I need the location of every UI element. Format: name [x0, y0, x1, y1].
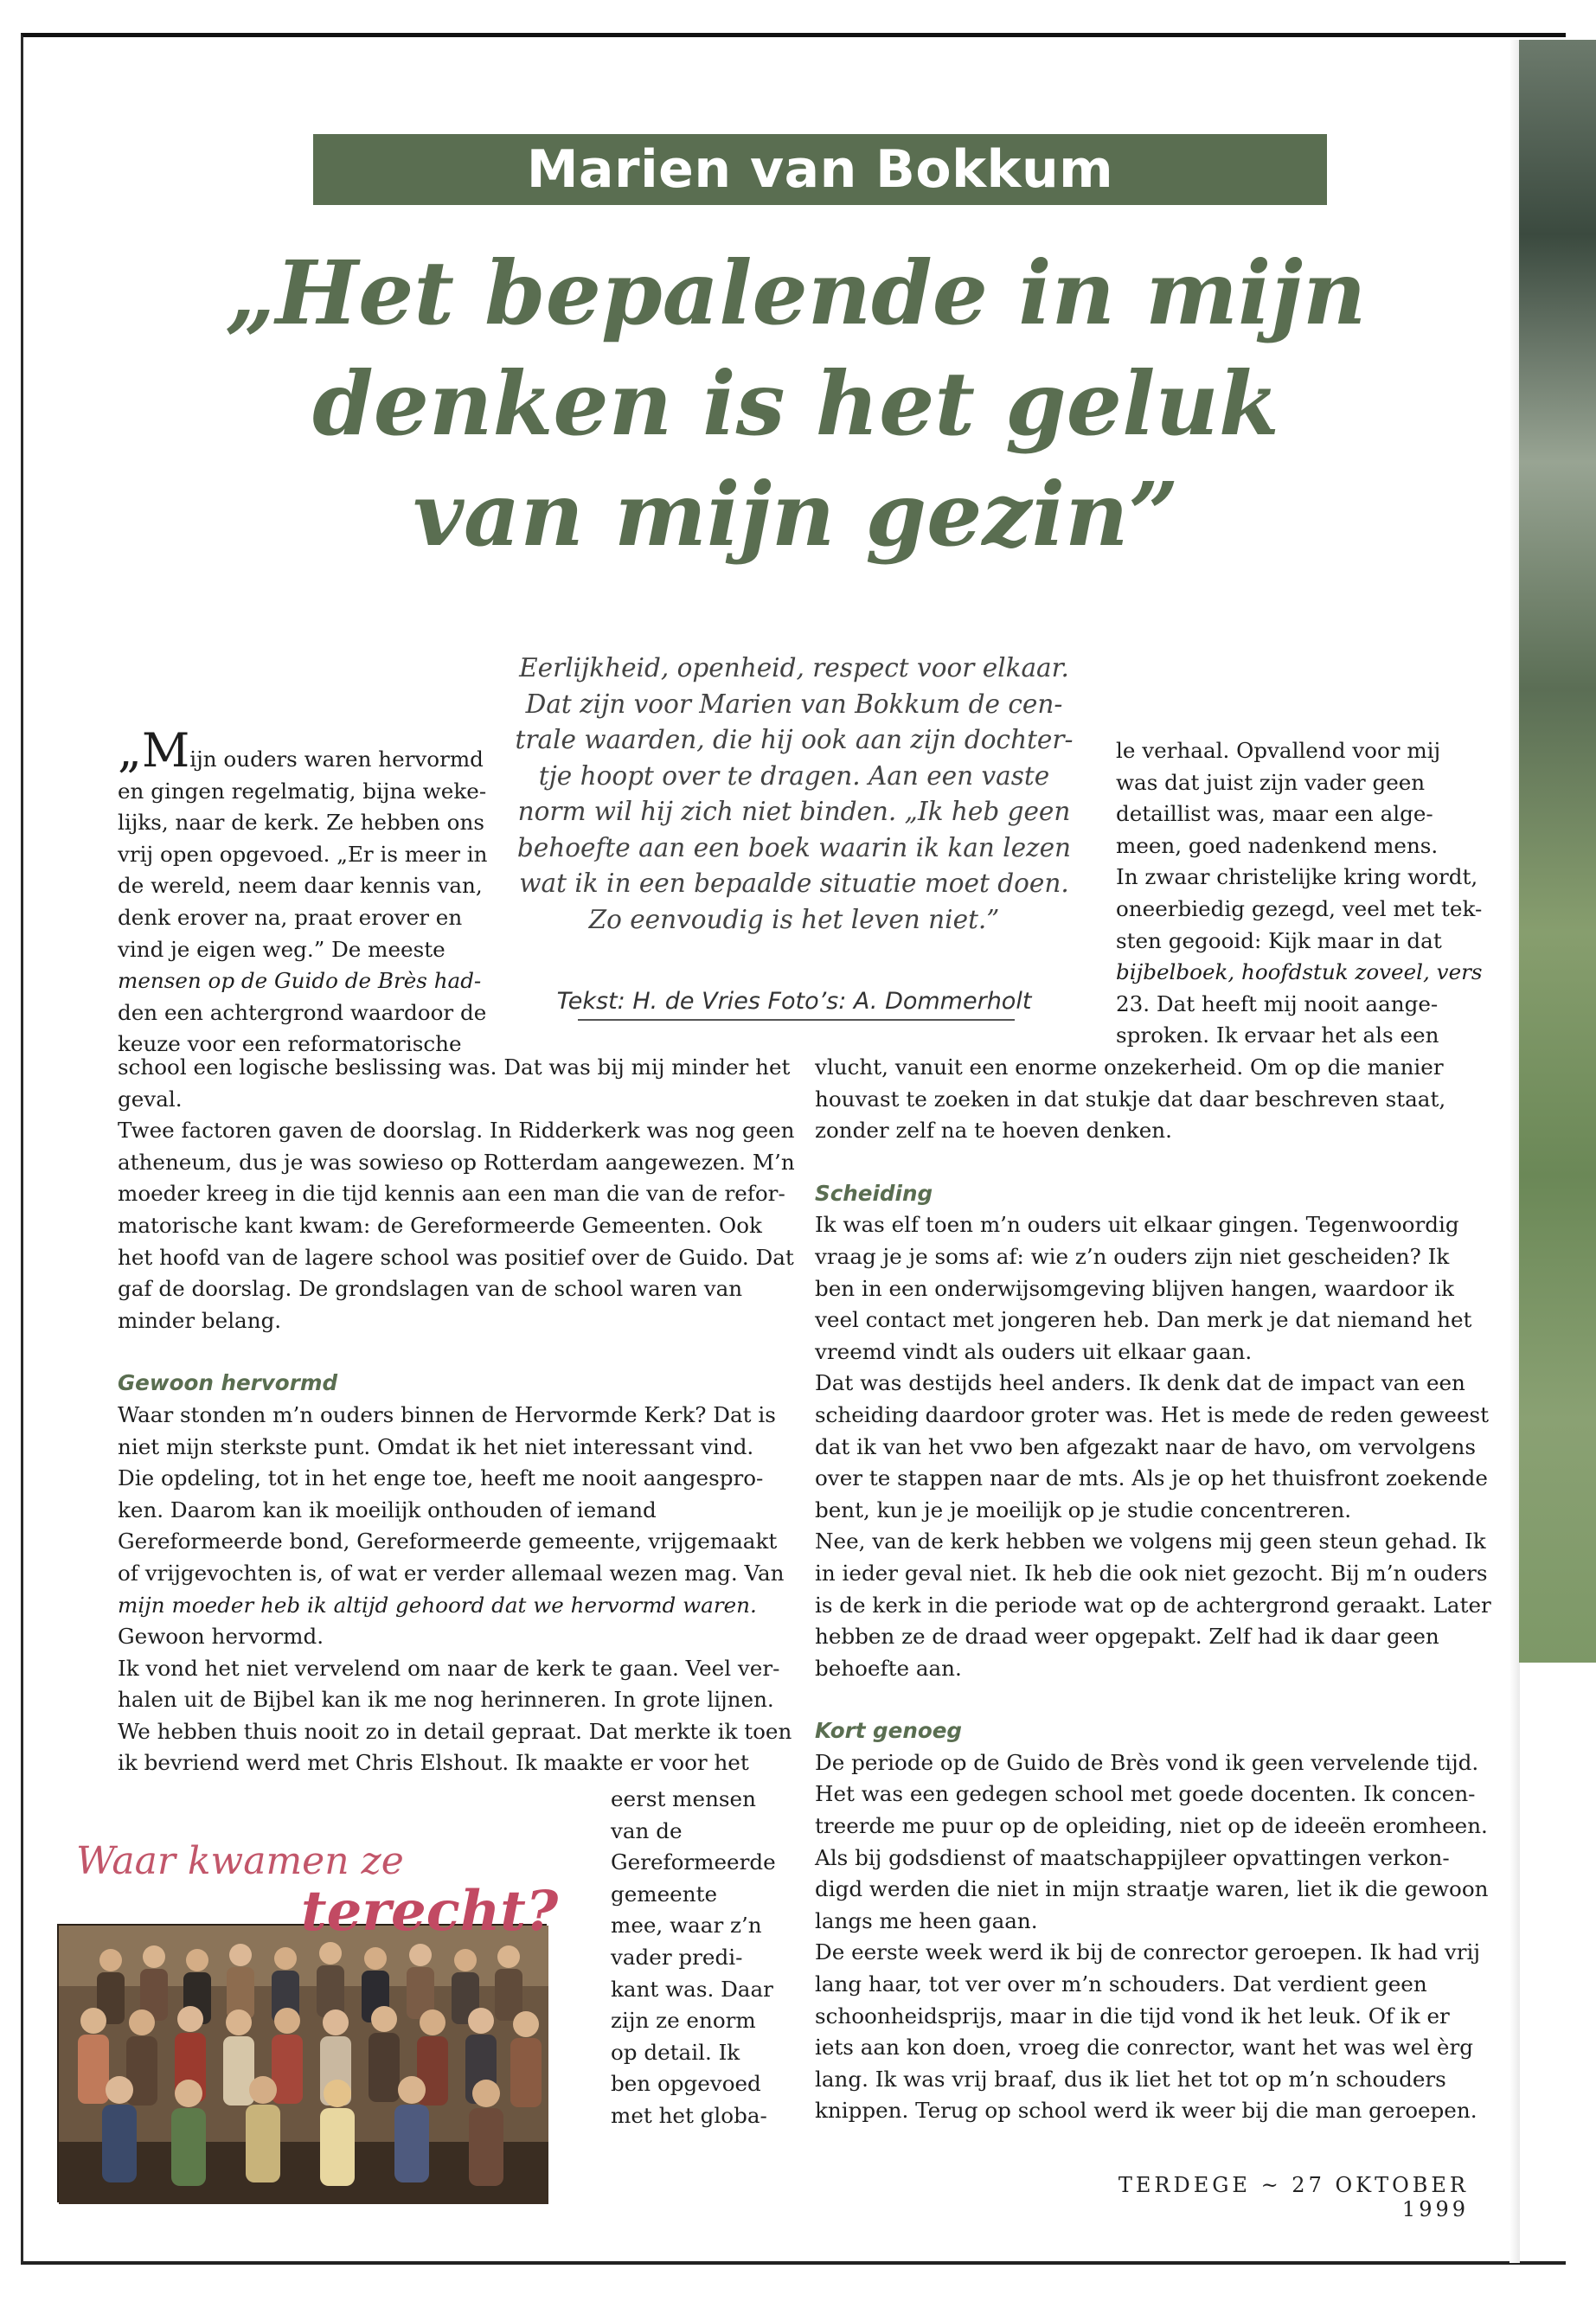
- text-line: vind je eigen weg.” De meeste: [118, 936, 445, 962]
- headline-line: „Het bepalende in mijn: [225, 241, 1367, 344]
- text-line: 23. Dat heeft mij nooit aange-: [1116, 990, 1439, 1016]
- subheading-scheiding: Scheiding: [815, 1180, 933, 1206]
- text-line: en gingen regelmatig, bijna weke-: [118, 778, 487, 804]
- text-line: eerst mensen: [611, 1786, 756, 1811]
- text-line: meen, goed nadenkend mens.: [1116, 832, 1439, 858]
- text-line: bent, kun je je moeilijk op je studie concentreren.: [815, 1497, 1352, 1522]
- intro-line: trale waarden, die hij ook aan zijn dochter-: [515, 725, 1074, 754]
- text-line: Ik was elf toen m’n ouders uit elkaar gingen. Tegenwoordig: [815, 1212, 1459, 1238]
- text-line: Als bij godsdienst of maatschappijleer opvattingen verkon-: [815, 1844, 1450, 1870]
- text-line: in ieder geval niet. Ik heb die ook niet gezocht. Bij m’n ouders: [815, 1560, 1488, 1586]
- text-line: oneerbiedig gezegd, veel met tek-: [1116, 895, 1483, 921]
- class-photo: [45, 1822, 561, 2220]
- class-photo-image: [57, 1924, 547, 2202]
- text-line: van de: [611, 1817, 683, 1843]
- text-line: de wereld, neem daar kennis van,: [118, 873, 483, 899]
- class-photo-figures: [59, 1926, 548, 2204]
- text-line: le verhaal. Opvallend voor mij: [1116, 738, 1441, 763]
- text-line: knippen. Terug op school werd ik weer bij die man geroepen.: [815, 2098, 1477, 2124]
- credits: Tekst: H. de Vries Foto’s: A. Dommerholt: [556, 988, 1032, 1015]
- text-line: op detail. Ik: [611, 2039, 740, 2065]
- name-banner: Marien van Bokkum: [313, 134, 1327, 205]
- magazine-footer: TERDEGE ~ 27 OKTOBER 1999: [1118, 2173, 1469, 2221]
- text-line: ben opgevoed: [611, 2071, 761, 2097]
- text-line: bijbelboek, hoofdstuk zoveel, vers: [1116, 959, 1483, 985]
- text-line: gaf de doorslag. De grondslagen van de school waren van: [118, 1276, 743, 1302]
- article-column-right-top: [1116, 735, 1488, 1052]
- text-line: langs me heen gaan.: [815, 1907, 1038, 1933]
- intro-line: Eerlijkheid, openheid, respect voor elkaar.: [519, 653, 1069, 683]
- text-line: vrij open opgevoed. „Er is meer in: [118, 841, 488, 867]
- article-column-narrow: [611, 1784, 784, 2132]
- text-line: iets aan kon doen, vroeg die conrector, want het was wel èrg: [815, 2035, 1473, 2061]
- text-line: behoefte aan.: [815, 1655, 962, 1681]
- photo-caption-line: terecht?: [301, 1879, 559, 1944]
- intro-line: behoefte aan een boek waarin ik kan lezen: [516, 832, 1072, 862]
- text-line: met het globa-: [611, 2102, 767, 2128]
- intro-line: Dat zijn voor Marien van Bokkum de cen-: [525, 689, 1063, 719]
- subheading-kort-genoeg: Kort genoeg: [815, 1718, 963, 1744]
- text-line: Gewoon hervormd.: [118, 1624, 324, 1650]
- text-line: gemeente: [611, 1881, 718, 1907]
- text-line: school een logische beslissing was. Dat was bij mij minder het: [118, 1054, 791, 1080]
- text-line: of vrijgevochten is, of wat er verder allemaal wezen mag. Van: [118, 1560, 785, 1586]
- text-line: Die opdeling, tot in het enge toe, heeft me nooit aangespro-: [118, 1465, 764, 1491]
- text-line: lang haar, tot ver over m’n schouders. Dat verdient geen: [815, 1971, 1427, 1997]
- text-line: [118, 723, 490, 778]
- dropcap: „M: [118, 723, 190, 778]
- text-line: het hoofd van de lagere school was positief over de Guido. Dat: [118, 1244, 794, 1270]
- photo-caption-line: Waar kwamen ze: [76, 1839, 404, 1883]
- text-line: Ik vond het niet vervelend om naar de kerk te gaan. Veel ver-: [118, 1655, 780, 1681]
- text-line: ken. Daarom kan ik moeilijk onthouden of iemand: [118, 1497, 657, 1522]
- text-line: over te stappen naar de mts. Als je op het thuisfront zoekende: [815, 1465, 1488, 1491]
- intro-line: wat ik in een bepaalde situatie moet doen.: [519, 868, 1069, 898]
- headline: [208, 238, 1384, 570]
- text-line: Nee, van de kerk hebben we volgens mij geen steun gehad. Ik: [815, 1529, 1486, 1554]
- intro-line: tje hoopt over te dragen. Aan een vaste: [538, 760, 1050, 791]
- text-line: mensen op de Guido de Brès had-: [118, 968, 482, 994]
- paragraph-gap: [815, 1147, 1498, 1178]
- text-line: ijn ouders waren hervormd: [189, 747, 484, 772]
- text-line: vraag je je soms af: wie z’n ouders zijn niet gescheiden? Ik: [815, 1243, 1450, 1269]
- headline-line: van mijn gezin”: [413, 463, 1179, 566]
- article-column-left-top: [118, 723, 490, 1061]
- text-line: schoonheidsprijs, maar in die tijd vond ik het leuk. Of ik er: [815, 2003, 1450, 2029]
- article-column-right: [815, 1052, 1498, 2127]
- text-line: vreemd vindt als ouders uit elkaar gaan.: [815, 1338, 1253, 1364]
- text-line: halen uit de Bijbel kan ik me nog herinneren. In grote lijnen.: [118, 1687, 774, 1713]
- text-line: denk erover na, praat erover en: [118, 904, 463, 930]
- text-line: Gereformeerde: [611, 1849, 776, 1875]
- text-line: scheiding daardoor groter was. Het is mede de reden geweest: [815, 1401, 1490, 1427]
- text-line: veel contact met jongeren heb. Dan merk je dat niemand het: [815, 1307, 1472, 1333]
- text-line: sproken. Ik ervaar het als een: [1116, 1022, 1439, 1048]
- text-line: lijks, naar de kerk. Ze hebben ons: [118, 810, 484, 836]
- paragraph-gap: [815, 1684, 1498, 1715]
- side-photo-strip: [1519, 40, 1596, 1663]
- text-line: digd werden die niet in mijn straatje waren, liet ik die gewoon: [815, 1876, 1489, 1902]
- text-line: Waar stonden m’n ouders binnen de Hervormde Kerk? Dat is: [118, 1401, 776, 1427]
- text-line: dat ik van het vwo ben afgezakt naar de havo, om vervolgens: [815, 1433, 1476, 1459]
- text-line: matorische kant kwam: de Gereformeerde Gemeenten. Ook: [118, 1212, 762, 1238]
- text-line: Dat was destijds heel anders. Ik denk dat de impact van een: [815, 1370, 1465, 1396]
- text-line: Gereformeerde bond, Gereformeerde gemeente, vrijgemaakt: [118, 1529, 778, 1554]
- text-line: geval.: [118, 1086, 183, 1112]
- credits-underline: [578, 1019, 1015, 1021]
- text-line: kant was. Daar: [611, 1976, 773, 2002]
- text-line: minder belang.: [118, 1307, 282, 1333]
- text-line: houvast te zoeken in dat stukje dat daar beschreven staat,: [815, 1086, 1446, 1112]
- text-line: hebben ze de draad weer opgepakt. Zelf had ik daar geen: [815, 1624, 1439, 1650]
- text-line: lang. Ik was vrij braaf, dus ik liet het tot op m’n schouders: [815, 2066, 1446, 2092]
- text-line: vader predi-: [611, 1944, 743, 1970]
- text-line: vlucht, vanuit een enorme onzekerheid. Om op die manier: [815, 1054, 1444, 1080]
- photo-caption: [76, 1832, 561, 1944]
- text-line: In zwaar christelijke kring wordt,: [1116, 864, 1478, 890]
- text-line: keuze voor een reformatorische: [118, 1031, 462, 1057]
- text-line: mee, waar z’n: [611, 1913, 762, 1939]
- text-line: De periode op de Guido de Brès vond ik geen vervelende tijd.: [815, 1749, 1479, 1775]
- text-line: was dat juist zijn vader geen: [1116, 769, 1426, 795]
- text-line: mijn moeder heb ik altijd gehoord dat we hervormd waren.: [118, 1592, 757, 1618]
- text-line: moeder kreeg in die tijd kennis aan een man die van de refor-: [118, 1181, 785, 1207]
- text-line: niet mijn sterkste punt. Omdat ik het niet interessant vind.: [118, 1433, 754, 1459]
- text-line: ik bevriend werd met Chris Elshout. Ik maakte er voor het: [118, 1750, 749, 1776]
- text-line: De eerste week werd ik bij de conrector geroepen. Ik had vrij: [815, 1939, 1480, 1965]
- text-line: Twee factoren gaven de doorslag. In Ridderkerk was nog geen: [118, 1118, 795, 1144]
- text-line: sten gegooid: Kijk maar in dat: [1116, 927, 1442, 953]
- intro-lead: [509, 651, 1080, 938]
- text-line: Het was een gedegen school met goede docenten. Ik concen-: [815, 1781, 1476, 1807]
- text-line: treerde me puur op de opleiding, niet op de ideeën eromheen.: [815, 1813, 1488, 1839]
- text-line: detaillist was, maar een alge-: [1116, 801, 1433, 827]
- text-line: den een achtergrond waardoor de: [118, 999, 487, 1025]
- text-line: zijn ze enorm: [611, 2008, 756, 2034]
- paragraph-gap: [118, 1336, 775, 1368]
- text-line: We hebben thuis nooit zo in detail gepraat. Dat merkte ik toen: [118, 1718, 792, 1744]
- text-line: ben in een onderwijsomgeving blijven hangen, waardoor ik: [815, 1275, 1454, 1301]
- text-line: atheneum, dus je was sowieso op Rotterdam aangewezen. M’n: [118, 1149, 795, 1175]
- text-line: is de kerk in die periode wat op de achtergrond geraakt. Later: [815, 1592, 1491, 1618]
- subheading-gewoon-hervormd: Gewoon hervormd: [118, 1370, 338, 1396]
- headline-line: denken is het geluk: [312, 352, 1279, 455]
- article-column-left: [118, 1052, 795, 1779]
- intro-line: norm wil hij zich niet binden. „Ik heb geen: [517, 797, 1071, 826]
- text-line: zonder zelf na te hoeven denken.: [815, 1118, 1172, 1144]
- intro-line: Zo eenvoudig is het leven niet.”: [588, 904, 1000, 934]
